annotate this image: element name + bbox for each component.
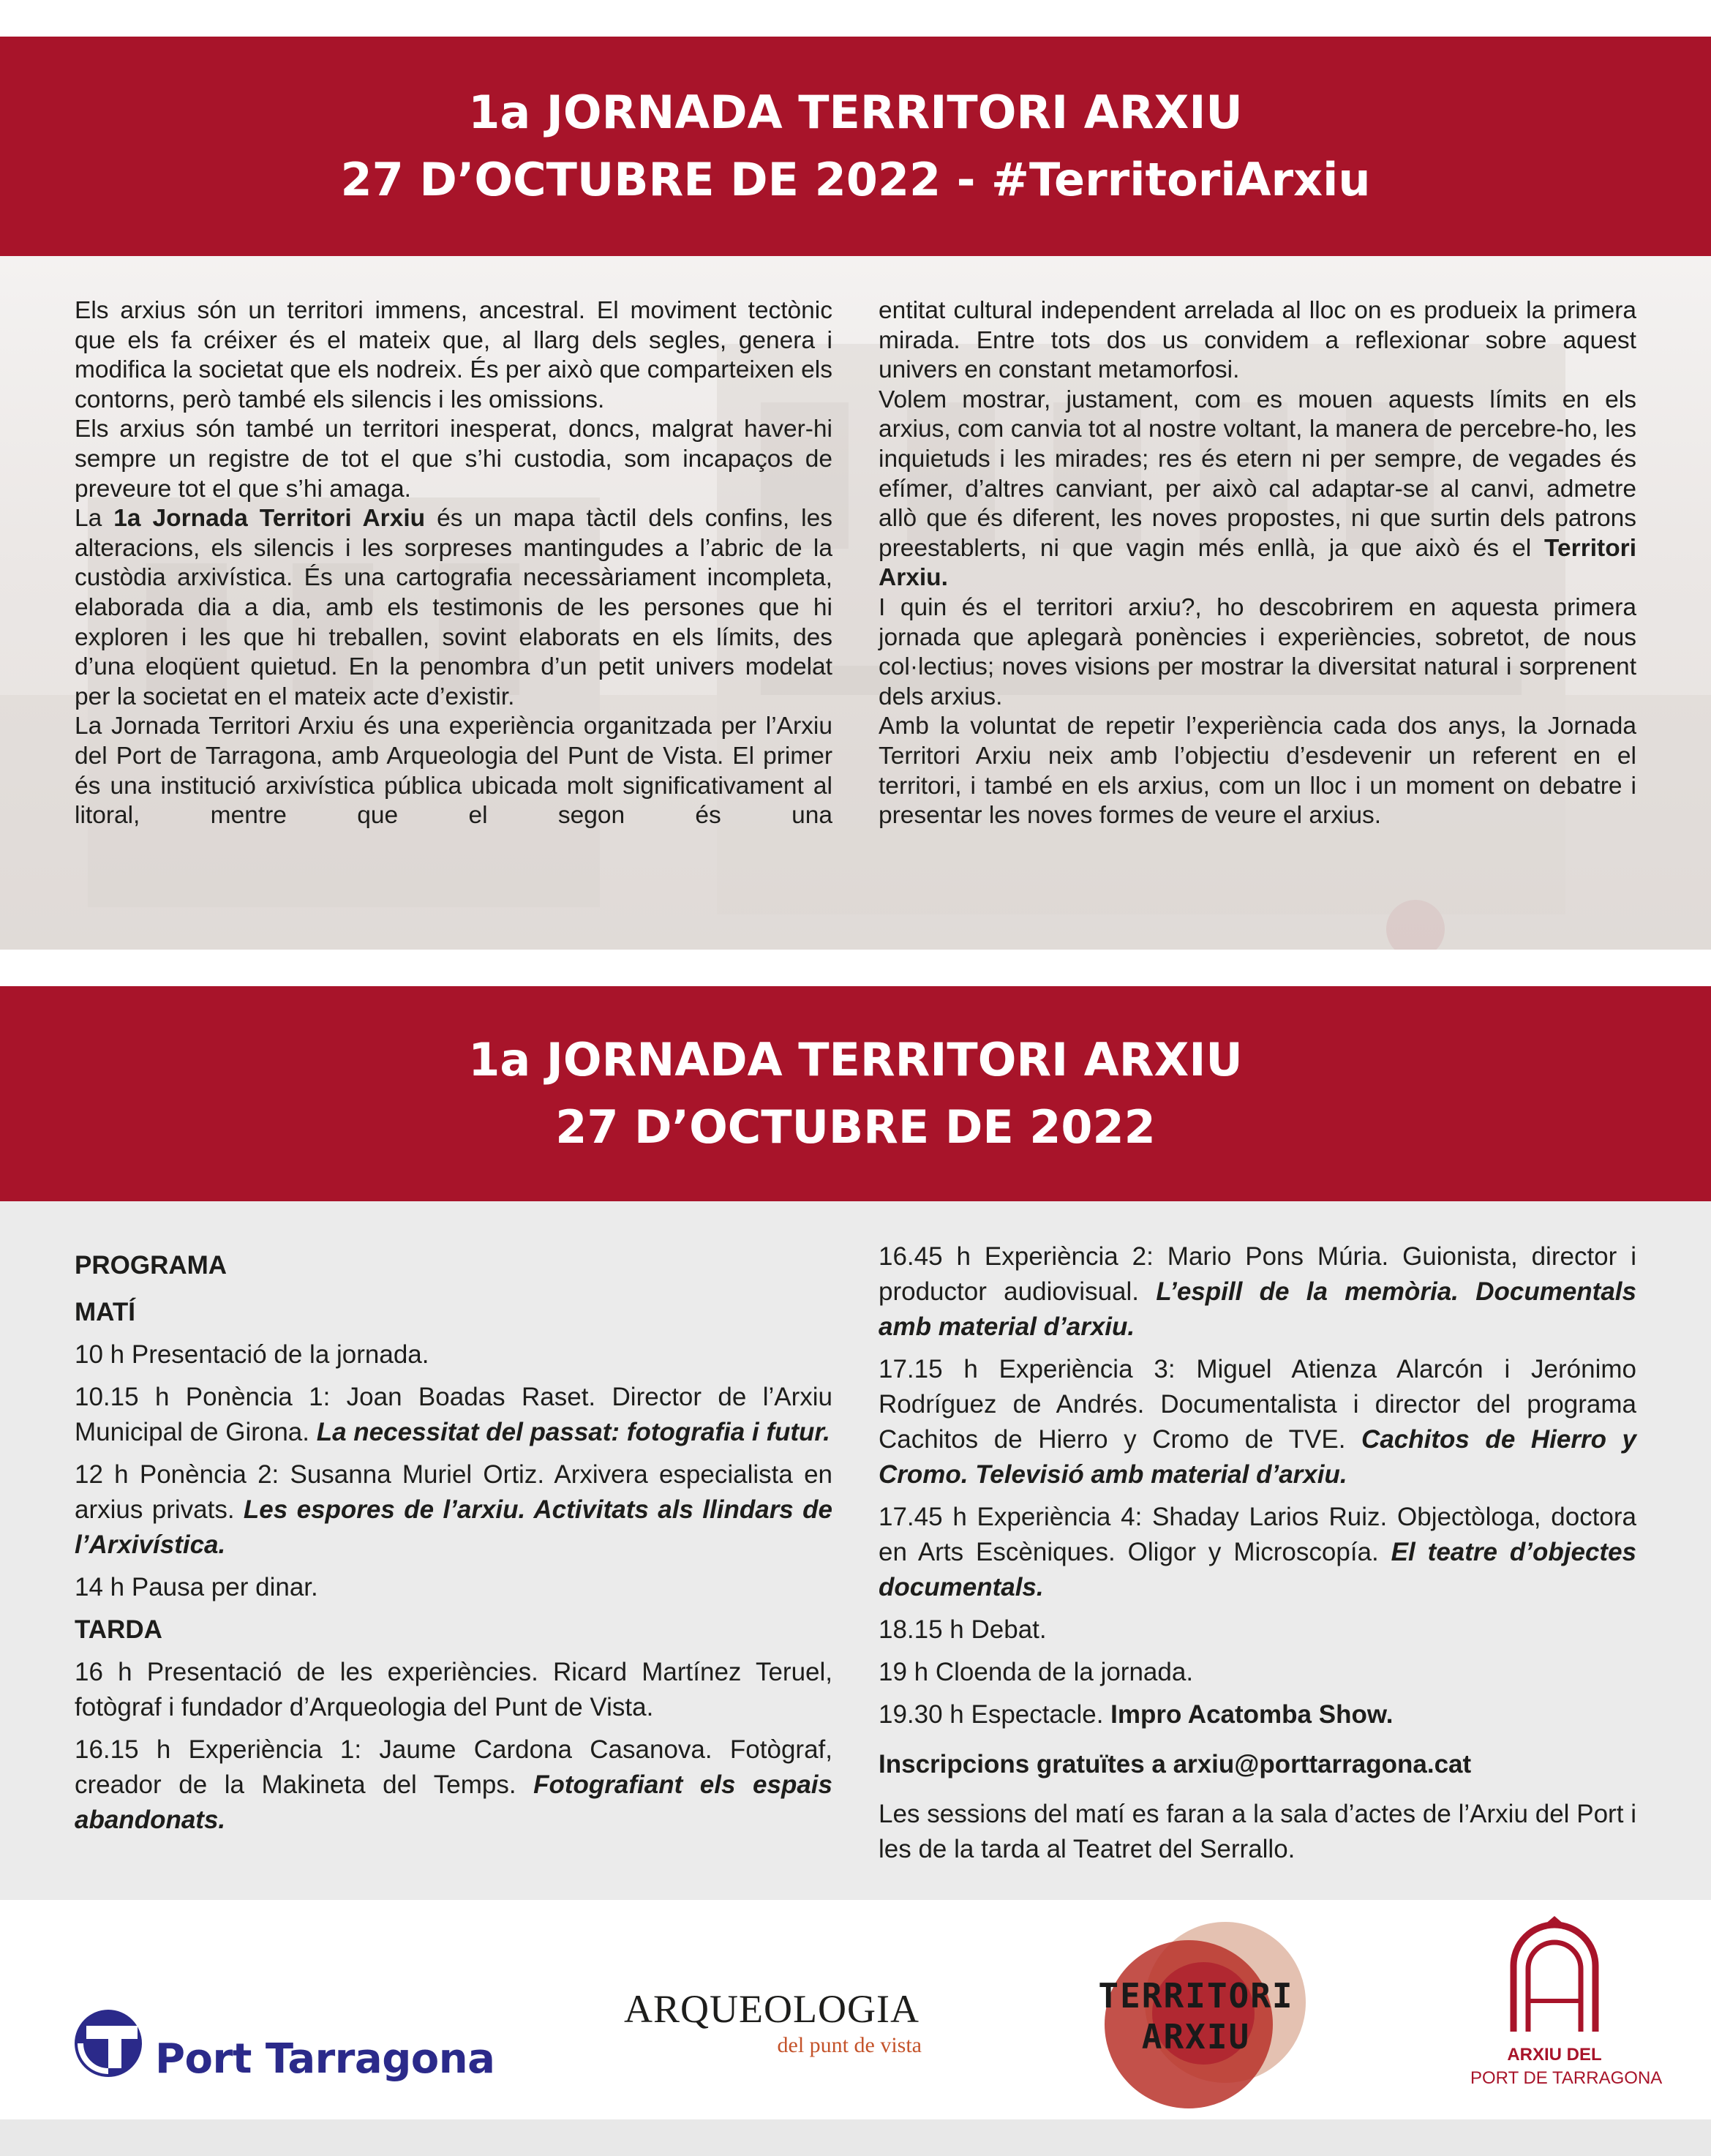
intro-section (0, 256, 1711, 950)
program-section (0, 1201, 1711, 1900)
port-tarragona-name: Port Tarragona (155, 2035, 495, 2083)
program-item-text: 12 h Ponència 2: Susanna Muriel Ortiz. Arxivera especialista en arxius privats. (75, 1460, 832, 1524)
program-item-talk-title: Fotografiant els espais abandonats. (75, 1770, 832, 1834)
program-item-text: 19.30 h Espectacle. (879, 1700, 1111, 1729)
program-item: 18.15 h Debat. (879, 1615, 1047, 1644)
arxiu-port-logo (1470, 1915, 1663, 2105)
program-item-show-title: Impro Acatomba Show. (1110, 1700, 1394, 1729)
intro-paragraph-3 (75, 504, 832, 712)
territori-arxiu-line2: ARXIU (1141, 2017, 1251, 2057)
sponsor-logos (0, 1900, 1711, 2119)
territori-arxiu-logo (1079, 1915, 1313, 2112)
program-item-talk-title: Cachitos de Hierro y Cromo. Televisió amb material d’arxiu. (879, 1425, 1636, 1489)
intro-paragraph-1: Els arxius són un territori immens, ancestral. El moviment tectònic que els fa créixer és el mateix que, al llarg dels segles, genera i modifica la societat que els nodreix. És per això que comparteixen els contorns, però també els silencis i les omissions. (75, 297, 832, 413)
program-item: 10 h Presentació de la jornada. (75, 1340, 429, 1369)
program-item: 16 h Presentació de les experiències. Ricard Martínez Teruel, fotògraf i fundador d’Arqueologia del Punt de Vista. (75, 1658, 832, 1721)
program-item: 19 h Cloenda de la jornada. (879, 1658, 1194, 1686)
program-title: PROGRAMA (75, 1251, 227, 1280)
bottom-band (0, 2119, 1711, 2156)
intro-paragraph-2: Els arxius són també un territori inesperat, doncs, malgrat haver-hi sempre un registre de tot el que s’hi custodia, som incapaços de preveure tot el que s’hi amaga. (75, 416, 832, 503)
territori-arxiu-line1: TERRITORI (1098, 1976, 1294, 2016)
program-item (75, 1732, 832, 1838)
intro-paragraph-4: La Jornada Territori Arxiu és una experiència organitzada per l’Arxiu del Port de Tarragona, amb Arqueologia del Punt de Vista. El primer és una institució arxivística pública ubicada molt significativament al litoral, mentre que el segon és una (75, 713, 832, 830)
intro-paragraph-6: I quin és el territori arxiu?, ho descobrirem en aquesta primera jornada que aplegarà ponències i experiències, sobretot, de nous col·lectius; noves visions per mostrar la diversitat natural i sorprenent dels arxius. (879, 593, 1636, 710)
port-tarragona-logo (73, 1944, 495, 2090)
header-banner (0, 37, 1711, 256)
morning-heading: MATÍ (75, 1298, 135, 1326)
program-item-talk-title: El teatre d’objectes documentals. (879, 1538, 1637, 1601)
program-column-left (75, 1248, 832, 1845)
program-item (879, 1500, 1636, 1605)
header-title-line2: 27 D’OCTUBRE DE 2022 - #TerritoriArxiu (340, 153, 1371, 206)
intro-p3-rest: és un mapa tàctil dels confins, les alteracions, els silencis i les sorpreses mantingudes a l’abric de la custòdia arxivística. És una cartografia necessàriament incompleta, elaborada dia a dia, amb els testimonis de les persones que hi exploren i les que hi treballen, sovint elaborats en els límits, des d’una eloqüent quietud. En la penombra d’un petit univers modelat per la societat en el mateix acte d’existir. (75, 505, 832, 710)
registration-info (879, 1747, 1636, 1782)
intro-p3-bold: 1a Jornada Territori Arxiu (113, 505, 426, 533)
program-item (879, 1697, 1636, 1732)
program-item-talk-title: La necessitat del passat: fotografia i futur. (316, 1418, 830, 1446)
intro-p5-text: Volem mostrar, justament, com es mouen aquests límits en els arxius, com canvia tot al nostre voltant, la manera de percebre-ho, les inquietuds i les mirades; res és etern ni per sempre, de vegades és efímer, d’altres canviant, per això cal adaptar-se al canvi, admetre allò que és diferent, les noves propostes, ni que surtin dels patrons preestablerts, ni que vagin més enllà, ja que això és el (879, 386, 1636, 562)
program-item-talk-title: L’espill de la memòria. Documentals amb material d’arxiu. (879, 1277, 1636, 1341)
intro-p3-start: La (75, 505, 114, 533)
intro-p5-bold: Territori Arxiu. (879, 534, 1636, 592)
intro-paragraph-7: Amb la voluntat de repetir l’experiència cada dos anys, la Jornada Territori Arxiu neix amb l’objectiu d’esdevenir un referent en el territori, i també en els arxius, com un lloc i un moment on debatre i presentar les noves formes de veure el arxius. (879, 713, 1636, 830)
port-tarragona-logo-icon (73, 2008, 143, 2078)
program-column-right (879, 1239, 1636, 1874)
program-item-text: 17.45 h Experiència 4: Shaday Larios Ruiz. Objectòloga, doctora en Arts Escèniques. Oligor y Microscopía. (879, 1503, 1636, 1566)
venues-info: Les sessions del matí es faran a la sala d’actes de l’Arxiu del Port i les de la tarda al Teatret del Serrallo. (879, 1800, 1636, 1863)
arxiu-port-line1: ARXIU DEL (1507, 2045, 1602, 2065)
program-banner-line1: 1a JORNADA TERRITORI ARXIU (468, 1033, 1243, 1086)
intro-column-right (879, 296, 1636, 831)
arxiu-port-arch-icon (1503, 1915, 1606, 2032)
program-item (879, 1352, 1636, 1492)
program-banner-line2: 27 D’OCTUBRE DE 2022 (555, 1100, 1156, 1154)
program-banner (0, 986, 1711, 1201)
program-item-text: 10.15 h Ponència 1: Joan Boadas Raset. Director de l’Arxiu Municipal de Girona. (75, 1383, 832, 1446)
registration-email-text[interactable]: Inscripcions gratuïtes a arxiu@porttarragona.cat (879, 1750, 1472, 1778)
program-item (75, 1380, 832, 1450)
program-item (75, 1457, 832, 1563)
program-item (879, 1239, 1636, 1345)
intro-paragraph-4-continued: entitat cultural independent arrelada al lloc on es produeix la primera mirada. Entre tots dos us convidem a reflexionar sobre aquest univers en constant metamorfosi. (879, 297, 1636, 384)
afternoon-heading: TARDA (75, 1615, 162, 1644)
intro-column-left (75, 296, 832, 831)
arqueologia-name: ARQUEOLOGIA (624, 1987, 920, 2031)
header-title-line1: 1a JORNADA TERRITORI ARXIU (468, 86, 1243, 139)
program-item-talk-title: Les espores de l’arxiu. Activitats als llindars de l’Arxivística. (75, 1495, 832, 1559)
arxiu-port-line2: PORT DE TARRAGONA (1470, 2068, 1663, 2088)
program-item: 14 h Pausa per dinar. (75, 1573, 318, 1601)
arqueologia-logo (622, 1986, 922, 2067)
program-item-text: 16.15 h Experiència 1: Jaume Cardona Casanova. Fotògraf, creador de la Makineta del Temps. (75, 1735, 832, 1799)
program-item-text: 16.45 h Experiència 2: Mario Pons Múria. Guionista, director i productor audiovisual. (879, 1242, 1636, 1306)
intro-paragraph-5 (879, 386, 1636, 593)
arqueologia-subtitle: del punt de vista (777, 2033, 922, 2057)
program-item-text: 17.15 h Experiència 3: Miguel Atienza Alarcón i Jerónimo Rodríguez de Andrés. Documentalista i director del programa Cachitos de Hierro y Cromo de TVE. (879, 1355, 1636, 1454)
